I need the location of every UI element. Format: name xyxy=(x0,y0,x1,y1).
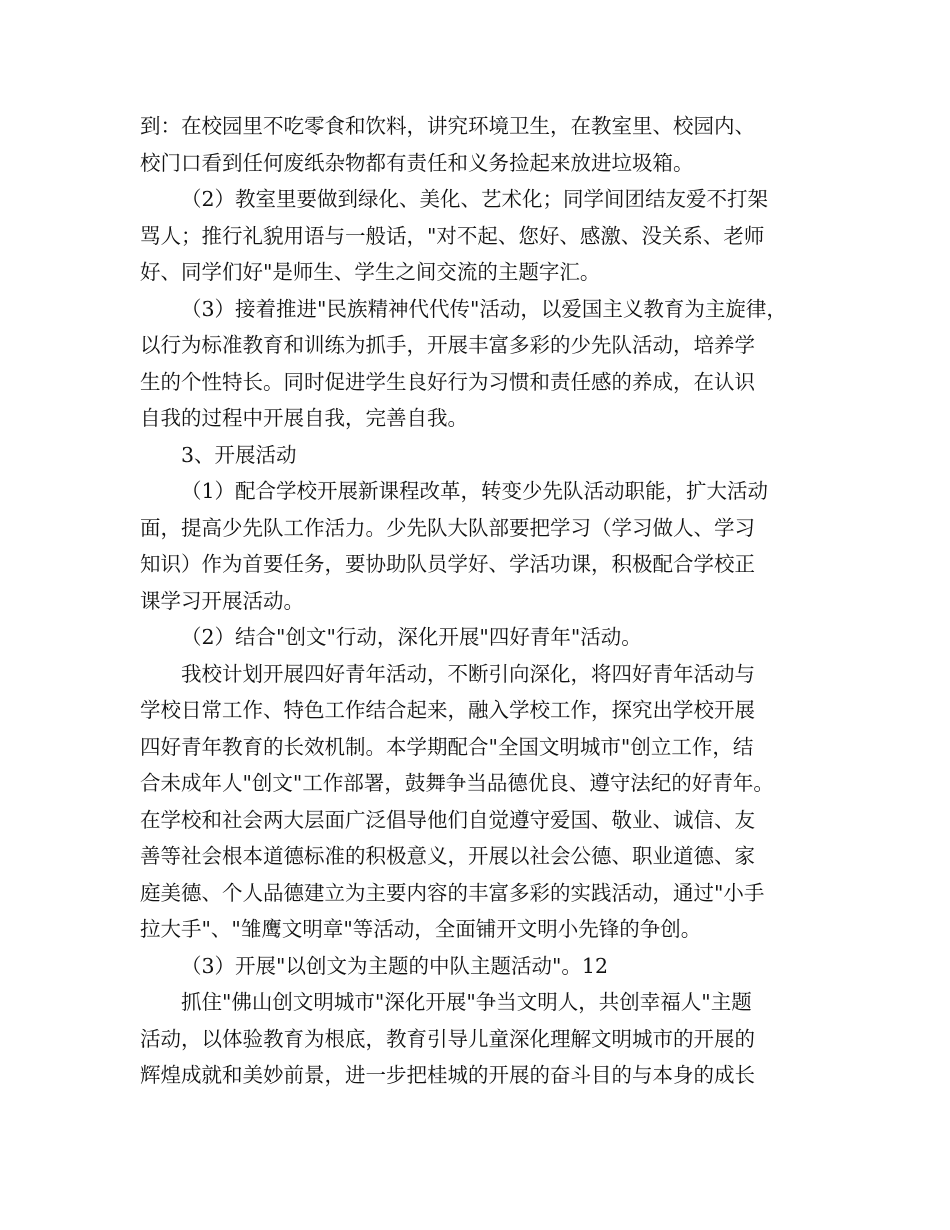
text-line: 抓住"佛山创文明城市"深化开展"争当文明人，共创幸福人"主题 xyxy=(181,990,752,1014)
text-line: 活动，以体验教育为根底，教育引导儿童深化理解文明城市的开展的 xyxy=(140,1026,755,1051)
text-line: 面，提高少先队工作活力。少先队大队部要把学习（学习做人、学习 xyxy=(140,515,755,540)
text-line: （1）配合学校开展新课程改革，转变少先队活动职能，扩大活动 xyxy=(181,479,769,503)
text-line: 好、同学们好"是师生、学生之间交流的主题字汇。 xyxy=(140,260,601,284)
text-line: 庭美德、个人品德建立为主要内容的丰富多彩的实践活动，通过"小手 xyxy=(140,880,765,905)
text-line: 我校计划开展四好青年活动，不断引向深化，将四好青年活动与 xyxy=(181,661,755,686)
text-line: （2）结合"创文"行动，深化开展"四好青年"活动。 xyxy=(181,625,642,649)
text-line: 骂人；推行礼貌用语与一般话，"对不起、您好、感激、没关系、老师 xyxy=(140,223,765,248)
text-line: 以行为标准教育和训练为抓手，开展丰富多彩的少先队活动，培养学 xyxy=(140,333,755,357)
text-line: （3）开展"以创文为主题的中队主题活动"。12 xyxy=(181,953,608,978)
text-line: 自我的过程中开展自我，完善自我。 xyxy=(140,406,468,430)
text-line: 校门口看到任何废纸杂物都有责任和义务捡起来放进垃圾箱。 xyxy=(140,150,694,175)
text-line: 到：在校园里不吃零食和饮料，讲究环境卫生，在教室里、校园内、 xyxy=(140,114,755,138)
text-line: 四好青年教育的长效机制。本学期配合"全国文明城市"创立工作，结 xyxy=(140,734,754,759)
text-line: 学校日常工作、特色工作结合起来，融入学校工作，探究出学校开展 xyxy=(140,698,755,722)
text-line: 生的个性特长。同时促进学生良好行为习惯和责任感的养成，在认识 xyxy=(140,369,755,394)
text-line: 合未成年人"创文"工作部署，鼓舞争当品德优良、遵守法纪的好青年。 xyxy=(140,771,774,795)
section-heading: 3、开展活动 xyxy=(181,442,297,467)
text-line: 在学校和社会两大层面广泛倡导他们自觉遵守爱国、敬业、诚信、友 xyxy=(140,807,755,832)
document-body xyxy=(140,108,820,1094)
text-line: 辉煌成就和美妙前景，进一步把桂城的开展的奋斗目的与本身的成长 xyxy=(140,1063,755,1087)
text-line: 善等社会根本道德标准的积极意义，开展以社会公德、职业道德、家 xyxy=(140,844,755,868)
text-line: 课学习开展活动。 xyxy=(140,588,304,613)
text-line: 拉大手"、"雏鹰文明章"等活动，全面铺开文明小先锋的争创。 xyxy=(140,917,702,941)
text-line: （3）接着推进"民族精神代代传"活动，以爱国主义教育为主旋律， xyxy=(181,296,787,321)
text-line: 知识）作为首要任务，要协助队员学好、学活功课，积极配合学校正 xyxy=(140,552,755,576)
text-line: （2）教室里要做到绿化、美化、艺术化；同学间团结友爱不打架 xyxy=(181,187,769,211)
